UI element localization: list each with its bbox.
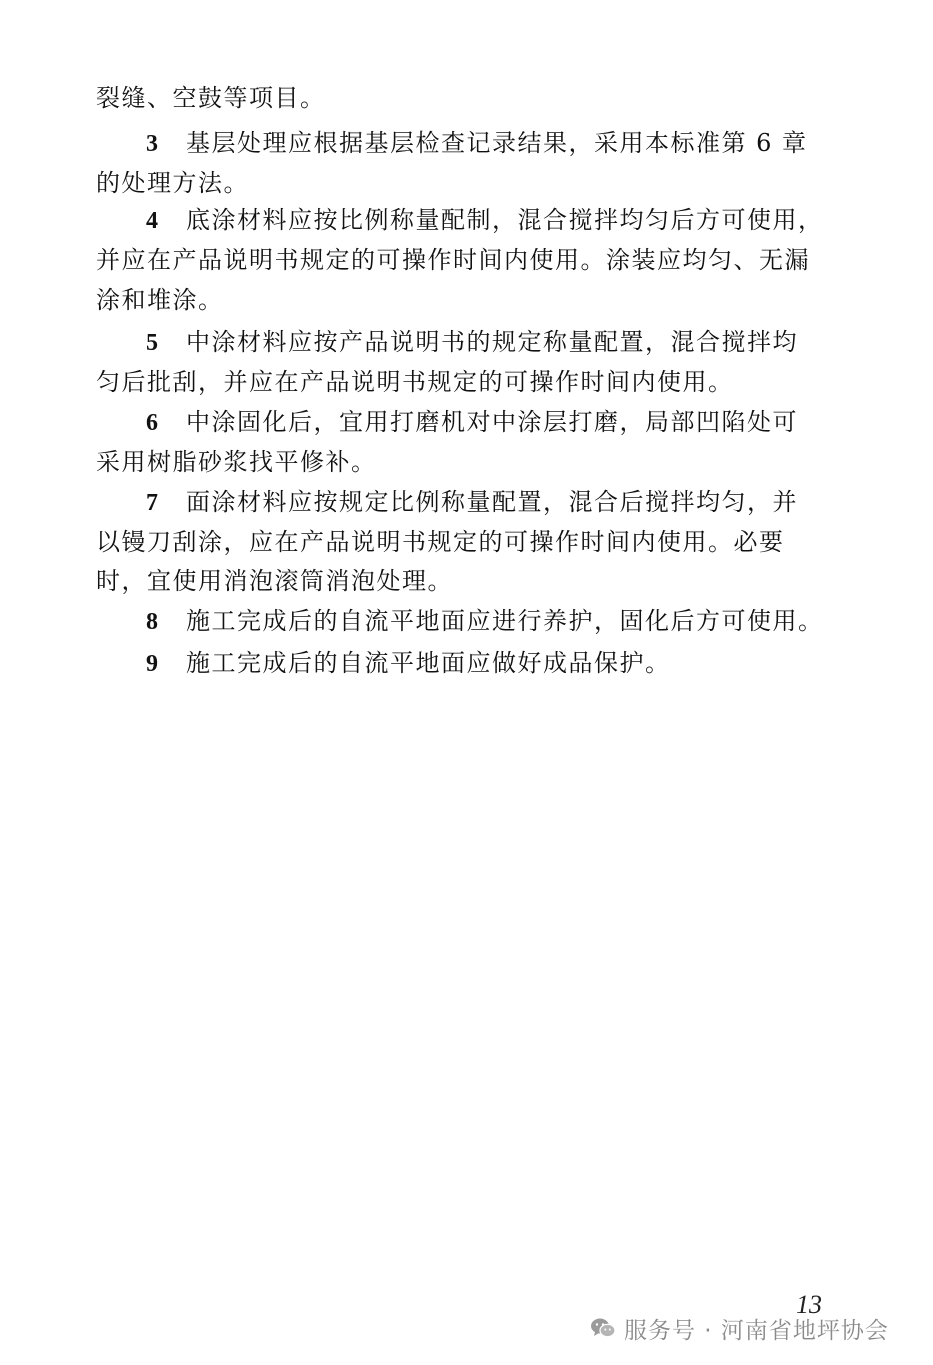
line-text: 施工完成后的自流平地面应做好成品保护。: [186, 649, 671, 677]
line-text: 裂缝、空鼓等项目。: [96, 84, 326, 112]
clause-8: [146, 603, 906, 639]
line-text: 底涂材料应按比例称量配制，混合搅拌均匀后方可使用，: [186, 206, 824, 234]
line-text: 中涂固化后，宜用打磨机对中涂层打磨，局部凹陷处可: [186, 408, 798, 436]
text-line: [96, 563, 856, 599]
text-line: [96, 242, 856, 278]
text-line: [96, 165, 856, 201]
clause-number: 4: [146, 208, 160, 234]
clause-number: 3: [146, 131, 160, 157]
clause-number: 7: [146, 490, 160, 516]
clause-6: [146, 404, 906, 440]
clause-number: 8: [146, 609, 160, 635]
text-line: [96, 80, 856, 116]
clause-number: 5: [146, 330, 160, 356]
text-line: [96, 444, 856, 480]
line-text: 并应在产品说明书规定的可操作时间内使用。涂装应均匀、无漏: [96, 246, 810, 274]
clause-4: [146, 202, 906, 238]
line-text: 时，宜使用消泡滚筒消泡处理。: [96, 567, 453, 595]
text-line: [96, 524, 856, 560]
line-text: 以镘刀刮涂，应在产品说明书规定的可操作时间内使用。必要: [96, 528, 785, 556]
text-line: [96, 364, 856, 400]
line-text: 施工完成后的自流平地面应进行养护，固化后方可使用。: [186, 607, 824, 635]
clause-7: [146, 484, 906, 520]
line-text: 面涂材料应按规定比例称量配置，混合后搅拌均匀，并: [186, 488, 798, 516]
clause-5: [146, 324, 906, 360]
clause-number: 6: [146, 410, 160, 436]
clause-number: 9: [146, 651, 160, 677]
text-line: [96, 282, 856, 318]
page-number: 13: [796, 1290, 822, 1319]
line-text: 采用树脂砂浆找平修补。: [96, 448, 377, 476]
wechat-icon: [590, 1317, 616, 1339]
watermark: [590, 1310, 889, 1346]
line-text: 的处理方法。: [96, 169, 249, 197]
clause-3: [146, 125, 906, 161]
line-text: 中涂材料应按产品说明书的规定称量配置，混合搅拌均: [186, 328, 798, 356]
line-text: 基层处理应根据基层检查记录结果，采用本标准第 6 章: [186, 129, 808, 157]
watermark-text: 服务号 · 河南省地坪协会: [624, 1317, 889, 1344]
line-text: 匀后批刮，并应在产品说明书规定的可操作时间内使用。: [96, 368, 734, 396]
line-text: 涂和堆涂。: [96, 286, 224, 314]
clause-9: [146, 645, 906, 681]
